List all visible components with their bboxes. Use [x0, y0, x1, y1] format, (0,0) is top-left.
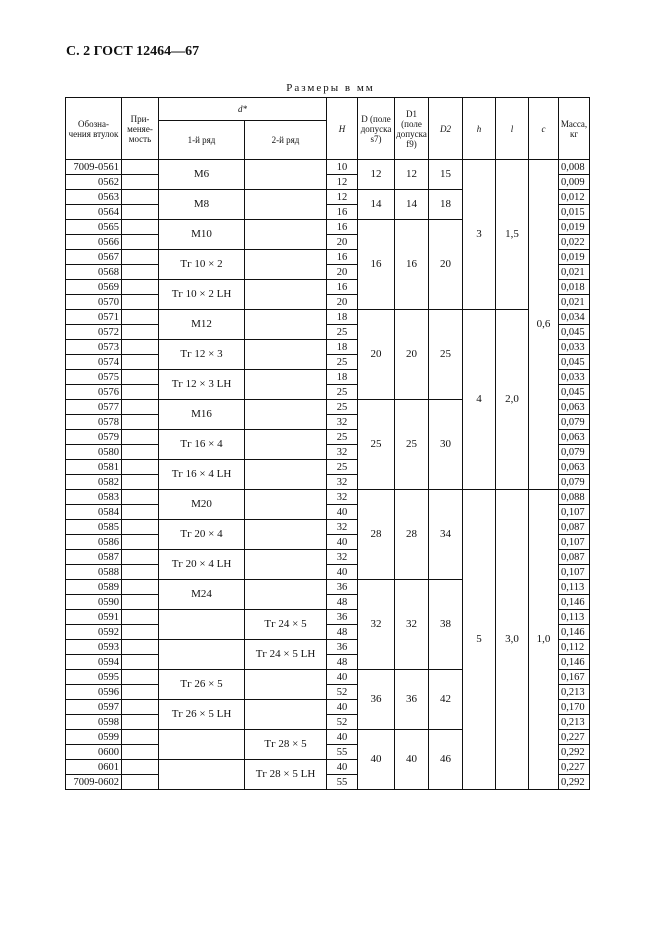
H-cell: 12: [327, 190, 358, 205]
page-header: С. 2 ГОСТ 12464—67: [66, 44, 200, 59]
d-row2-cell: [245, 400, 327, 430]
designation-cell: 0582: [66, 475, 122, 490]
mass-cell: 0,112: [559, 640, 590, 655]
D2-cell: 15: [429, 160, 463, 190]
mass-cell: 0,012: [559, 190, 590, 205]
d-row2-cell: [245, 520, 327, 550]
designation-cell: 0583: [66, 490, 122, 505]
application-cell: [122, 775, 159, 790]
application-cell: [122, 370, 159, 385]
l-cell: 1,5: [496, 160, 529, 310]
designation-cell: 0575: [66, 370, 122, 385]
mass-cell: 0,034: [559, 310, 590, 325]
mass-cell: 0,019: [559, 220, 590, 235]
d-row1-cell: М8: [159, 190, 245, 220]
application-cell: [122, 685, 159, 700]
d-row1-cell: Тг 10 × 2: [159, 250, 245, 280]
application-cell: [122, 475, 159, 490]
D1-cell: 36: [395, 670, 429, 730]
c-cell: 0,6: [529, 160, 559, 490]
application-cell: [122, 445, 159, 460]
D2-cell: 46: [429, 730, 463, 790]
d-row2-cell: [245, 370, 327, 400]
d-row1-cell: Тг 16 × 4 LH: [159, 460, 245, 490]
D1-cell: 12: [395, 160, 429, 190]
D1-cell: 25: [395, 400, 429, 490]
H-cell: 48: [327, 595, 358, 610]
application-cell: [122, 295, 159, 310]
D-cell: 40: [358, 730, 395, 790]
H-cell: 18: [327, 370, 358, 385]
mass-cell: 0,079: [559, 445, 590, 460]
designation-cell: 0589: [66, 580, 122, 595]
mass-cell: 0,170: [559, 700, 590, 715]
table-row: [66, 490, 590, 505]
designation-cell: 0571: [66, 310, 122, 325]
mass-cell: 0,213: [559, 715, 590, 730]
d-row1-cell: Тг 20 × 4: [159, 520, 245, 550]
application-cell: [122, 730, 159, 745]
H-cell: 18: [327, 310, 358, 325]
D2-cell: 30: [429, 400, 463, 490]
designation-cell: 0572: [66, 325, 122, 340]
H-cell: 20: [327, 235, 358, 250]
H-cell: 25: [327, 325, 358, 340]
d-row1-cell: Тг 10 × 2 LH: [159, 280, 245, 310]
mass-cell: 0,021: [559, 265, 590, 280]
designation-cell: 0600: [66, 745, 122, 760]
d-row1-cell: М20: [159, 490, 245, 520]
d-row2-cell: [245, 490, 327, 520]
application-cell: [122, 415, 159, 430]
designation-cell: 0567: [66, 250, 122, 265]
mass-cell: 0,033: [559, 370, 590, 385]
application-cell: [122, 250, 159, 265]
H-cell: 32: [327, 475, 358, 490]
header-application: При- меняе- мость: [122, 98, 159, 160]
mass-cell: 0,107: [559, 535, 590, 550]
H-cell: 18: [327, 340, 358, 355]
mass-cell: 0,107: [559, 505, 590, 520]
designation-cell: 0595: [66, 670, 122, 685]
d-row2-cell: Тг 24 × 5 LH: [245, 640, 327, 670]
application-cell: [122, 625, 159, 640]
designation-cell: 0566: [66, 235, 122, 250]
application-cell: [122, 340, 159, 355]
D2-cell: 20: [429, 220, 463, 310]
H-cell: 36: [327, 640, 358, 655]
D1-cell: 14: [395, 190, 429, 220]
H-cell: 40: [327, 760, 358, 775]
designation-cell: 0599: [66, 730, 122, 745]
d-row1-cell: Тг 16 × 4: [159, 430, 245, 460]
designation-cell: 0587: [66, 550, 122, 565]
mass-cell: 0,009: [559, 175, 590, 190]
designation-cell: 0586: [66, 535, 122, 550]
mass-cell: 0,063: [559, 460, 590, 475]
d-row1-cell: М24: [159, 580, 245, 610]
d-row1-cell: М12: [159, 310, 245, 340]
h-cell: 3: [463, 160, 496, 310]
H-cell: 36: [327, 580, 358, 595]
header-d-row2: 2-й ряд: [245, 121, 327, 160]
D-cell: 12: [358, 160, 395, 190]
H-cell: 25: [327, 460, 358, 475]
H-cell: 55: [327, 745, 358, 760]
designation-cell: 0590: [66, 595, 122, 610]
d-row2-cell: Тг 28 × 5: [245, 730, 327, 760]
table-row: [66, 310, 590, 325]
application-cell: [122, 700, 159, 715]
header-D1: D1 (поле допуска f9): [395, 98, 429, 160]
mass-cell: 0,213: [559, 685, 590, 700]
application-cell: [122, 760, 159, 775]
application-cell: [122, 190, 159, 205]
D-cell: 14: [358, 190, 395, 220]
d-row1-cell: [159, 640, 245, 670]
designation-cell: 0580: [66, 445, 122, 460]
mass-cell: 0,227: [559, 730, 590, 745]
table-body: [66, 160, 590, 790]
application-cell: [122, 520, 159, 535]
header-l: l: [496, 98, 529, 160]
mass-cell: 0,167: [559, 670, 590, 685]
H-cell: 12: [327, 175, 358, 190]
designation-cell: 0591: [66, 610, 122, 625]
header-d: d*: [159, 98, 327, 121]
mass-cell: 0,146: [559, 625, 590, 640]
d-row2-cell: [245, 700, 327, 730]
D2-cell: 34: [429, 490, 463, 580]
dimensions-table: [65, 97, 590, 790]
H-cell: 32: [327, 415, 358, 430]
header-H: H: [327, 98, 358, 160]
d-row2-cell: [245, 460, 327, 490]
d-row2-cell: [245, 280, 327, 310]
designation-cell: 0578: [66, 415, 122, 430]
D2-cell: 38: [429, 580, 463, 670]
application-cell: [122, 535, 159, 550]
d-row2-cell: [245, 250, 327, 280]
H-cell: 55: [327, 775, 358, 790]
D-cell: 28: [358, 490, 395, 580]
c-cell: 1,0: [529, 490, 559, 790]
header-mass: Масса, кг: [559, 98, 590, 160]
D1-cell: 32: [395, 580, 429, 670]
application-cell: [122, 745, 159, 760]
H-cell: 48: [327, 655, 358, 670]
designation-cell: 0569: [66, 280, 122, 295]
d-row1-cell: [159, 760, 245, 790]
designation-cell: 0579: [66, 430, 122, 445]
designation-cell: 0581: [66, 460, 122, 475]
d-row2-cell: [245, 190, 327, 220]
l-cell: 3,0: [496, 490, 529, 790]
mass-cell: 0,087: [559, 550, 590, 565]
H-cell: 40: [327, 505, 358, 520]
application-cell: [122, 430, 159, 445]
designation-cell: 0562: [66, 175, 122, 190]
d-row2-cell: Тг 28 × 5 LH: [245, 760, 327, 790]
mass-cell: 0,146: [559, 655, 590, 670]
D1-cell: 28: [395, 490, 429, 580]
designation-cell: 7009-0602: [66, 775, 122, 790]
H-cell: 10: [327, 160, 358, 175]
designation-cell: 0598: [66, 715, 122, 730]
designation-cell: 0577: [66, 400, 122, 415]
mass-cell: 0,227: [559, 760, 590, 775]
header-d-row1: 1-й ряд: [159, 121, 245, 160]
d-row1-cell: Тг 12 × 3 LH: [159, 370, 245, 400]
mass-cell: 0,087: [559, 520, 590, 535]
D-cell: 32: [358, 580, 395, 670]
H-cell: 36: [327, 610, 358, 625]
H-cell: 25: [327, 430, 358, 445]
D2-cell: 25: [429, 310, 463, 400]
mass-cell: 0,033: [559, 340, 590, 355]
application-cell: [122, 505, 159, 520]
application-cell: [122, 550, 159, 565]
D1-cell: 40: [395, 730, 429, 790]
d-row2-cell: [245, 550, 327, 580]
d-row1-cell: Тг 12 × 3: [159, 340, 245, 370]
application-cell: [122, 160, 159, 175]
H-cell: 40: [327, 565, 358, 580]
designation-cell: 0563: [66, 190, 122, 205]
application-cell: [122, 280, 159, 295]
application-cell: [122, 310, 159, 325]
application-cell: [122, 385, 159, 400]
d-row2-cell: [245, 670, 327, 700]
application-cell: [122, 610, 159, 625]
designation-cell: 0568: [66, 265, 122, 280]
application-cell: [122, 490, 159, 505]
designation-cell: 7009-0561: [66, 160, 122, 175]
designation-cell: 0570: [66, 295, 122, 310]
application-cell: [122, 670, 159, 685]
H-cell: 32: [327, 550, 358, 565]
d-row2-cell: Тг 24 × 5: [245, 610, 327, 640]
application-cell: [122, 565, 159, 580]
mass-cell: 0,022: [559, 235, 590, 250]
d-row2-cell: [245, 580, 327, 610]
designation-cell: 0588: [66, 565, 122, 580]
application-cell: [122, 460, 159, 475]
mass-cell: 0,045: [559, 325, 590, 340]
H-cell: 48: [327, 625, 358, 640]
D-cell: 36: [358, 670, 395, 730]
d-row1-cell: М10: [159, 220, 245, 250]
mass-cell: 0,088: [559, 490, 590, 505]
header-designation: Обозна- чения втулок: [66, 98, 122, 160]
table-caption: Размеры в мм: [286, 82, 375, 94]
application-cell: [122, 715, 159, 730]
designation-cell: 0596: [66, 685, 122, 700]
application-cell: [122, 220, 159, 235]
H-cell: 20: [327, 265, 358, 280]
application-cell: [122, 400, 159, 415]
mass-cell: 0,146: [559, 595, 590, 610]
header-c: c: [529, 98, 559, 160]
D1-cell: 16: [395, 220, 429, 310]
mass-cell: 0,008: [559, 160, 590, 175]
designation-cell: 0594: [66, 655, 122, 670]
designation-cell: 0573: [66, 340, 122, 355]
mass-cell: 0,292: [559, 745, 590, 760]
application-cell: [122, 355, 159, 370]
d-row1-cell: [159, 730, 245, 760]
mass-cell: 0,292: [559, 775, 590, 790]
d-row2-cell: [245, 340, 327, 370]
designation-cell: 0593: [66, 640, 122, 655]
d-row1-cell: Тг 26 × 5 LH: [159, 700, 245, 730]
D-cell: 20: [358, 310, 395, 400]
designation-cell: 0597: [66, 700, 122, 715]
application-cell: [122, 640, 159, 655]
d-row1-cell: М16: [159, 400, 245, 430]
H-cell: 16: [327, 280, 358, 295]
H-cell: 52: [327, 685, 358, 700]
d-row2-cell: [245, 430, 327, 460]
D-cell: 25: [358, 400, 395, 490]
mass-cell: 0,018: [559, 280, 590, 295]
H-cell: 40: [327, 730, 358, 745]
application-cell: [122, 325, 159, 340]
d-row1-cell: Тг 26 × 5: [159, 670, 245, 700]
H-cell: 25: [327, 400, 358, 415]
H-cell: 40: [327, 670, 358, 685]
mass-cell: 0,019: [559, 250, 590, 265]
H-cell: 16: [327, 220, 358, 235]
H-cell: 40: [327, 535, 358, 550]
d-row1-cell: [159, 610, 245, 640]
table-row: [66, 160, 590, 175]
H-cell: 25: [327, 355, 358, 370]
application-cell: [122, 595, 159, 610]
designation-cell: 0574: [66, 355, 122, 370]
designation-cell: 0601: [66, 760, 122, 775]
mass-cell: 0,107: [559, 565, 590, 580]
H-cell: 40: [327, 700, 358, 715]
D-cell: 16: [358, 220, 395, 310]
H-cell: 16: [327, 205, 358, 220]
d-row1-cell: М6: [159, 160, 245, 190]
designation-cell: 0585: [66, 520, 122, 535]
d-row2-cell: [245, 220, 327, 250]
H-cell: 32: [327, 490, 358, 505]
H-cell: 32: [327, 445, 358, 460]
application-cell: [122, 265, 159, 280]
H-cell: 20: [327, 295, 358, 310]
mass-cell: 0,045: [559, 385, 590, 400]
H-cell: 16: [327, 250, 358, 265]
designation-cell: 0592: [66, 625, 122, 640]
h-cell: 5: [463, 490, 496, 790]
mass-cell: 0,113: [559, 610, 590, 625]
mass-cell: 0,015: [559, 205, 590, 220]
application-cell: [122, 580, 159, 595]
designation-cell: 0565: [66, 220, 122, 235]
H-cell: 32: [327, 520, 358, 535]
designation-cell: 0584: [66, 505, 122, 520]
designation-cell: 0564: [66, 205, 122, 220]
mass-cell: 0,021: [559, 295, 590, 310]
D1-cell: 20: [395, 310, 429, 400]
d-row2-cell: [245, 160, 327, 190]
header-D: D (поле допуска s7): [358, 98, 395, 160]
mass-cell: 0,063: [559, 400, 590, 415]
application-cell: [122, 655, 159, 670]
mass-cell: 0,045: [559, 355, 590, 370]
mass-cell: 0,079: [559, 475, 590, 490]
mass-cell: 0,063: [559, 430, 590, 445]
application-cell: [122, 175, 159, 190]
designation-cell: 0576: [66, 385, 122, 400]
application-cell: [122, 205, 159, 220]
D2-cell: 42: [429, 670, 463, 730]
H-cell: 52: [327, 715, 358, 730]
application-cell: [122, 235, 159, 250]
header-h: h: [463, 98, 496, 160]
d-row2-cell: [245, 310, 327, 340]
mass-cell: 0,079: [559, 415, 590, 430]
l-cell: 2,0: [496, 310, 529, 490]
d-row1-cell: Тг 20 × 4 LH: [159, 550, 245, 580]
D2-cell: 18: [429, 190, 463, 220]
h-cell: 4: [463, 310, 496, 490]
header-D2: D2: [429, 98, 463, 160]
mass-cell: 0,113: [559, 580, 590, 595]
H-cell: 25: [327, 385, 358, 400]
